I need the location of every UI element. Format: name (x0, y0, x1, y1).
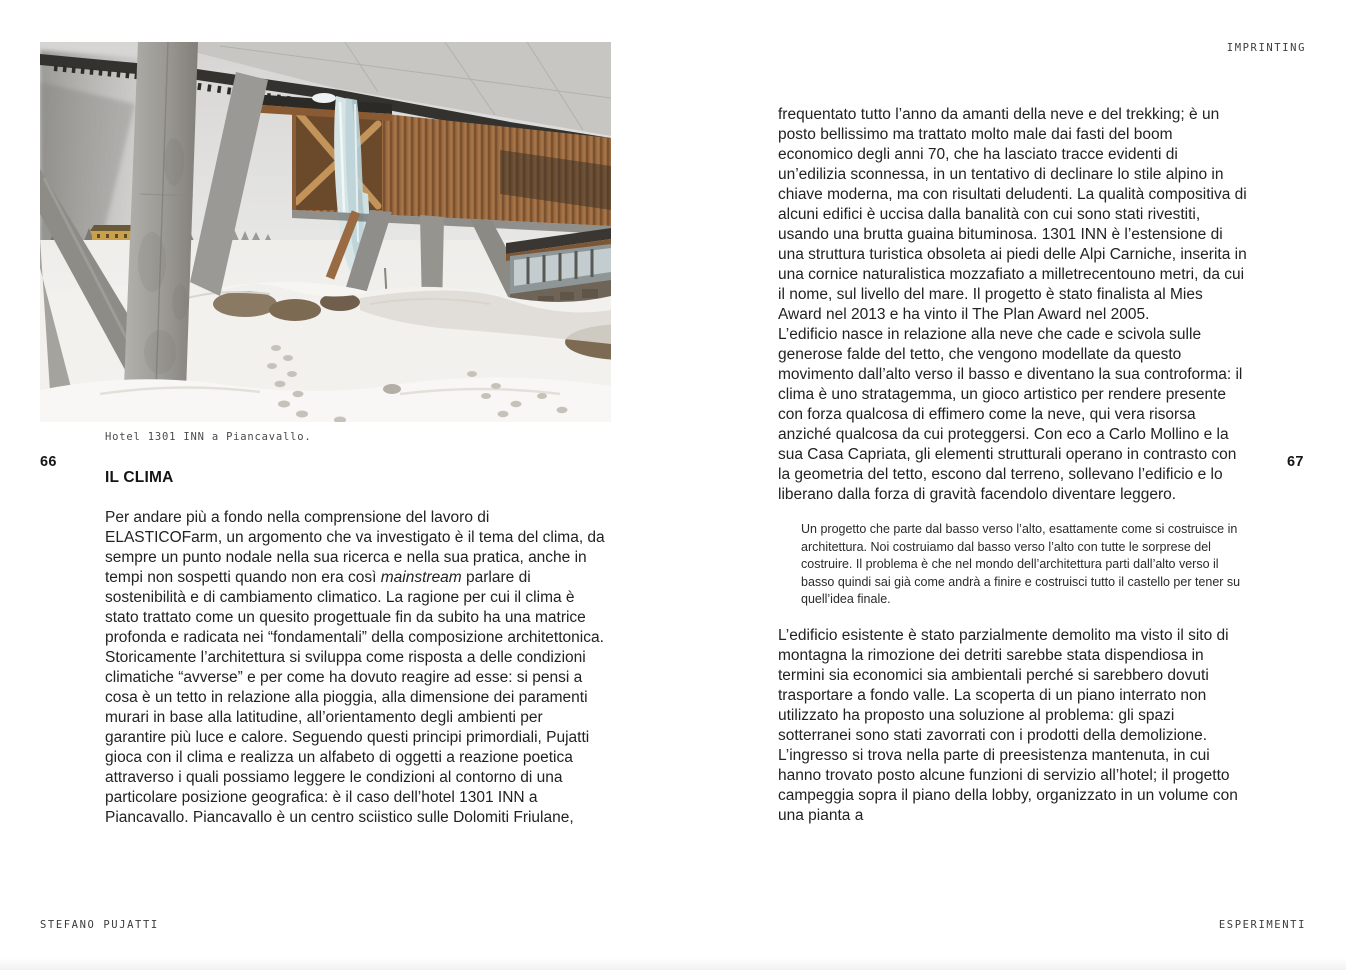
left-column-text (105, 508, 605, 828)
left-paragraph (105, 508, 605, 828)
running-header: IMPRINTING (1226, 42, 1306, 54)
page-number-left: 66 (40, 454, 57, 470)
left-paragraph-part1: Per andare più a fondo nella comprensione del lavoro di ELASTICOFarm, un argomento che va investigato è il tema del clima, da sempre un punto nodale nella sua ricerca e nella sua pratica, anche in tempi non sospetti quando non era così (105, 509, 605, 586)
pull-quote: Un progetto che parte dal basso verso l’alto, esattamente come si costruisce in architettura. Noi costruiamo dal basso verso l’alto con tutte le sorprese del costruire. Il problema è che nel mondo dell’architettura parti dall’alto verso il basso quindi sai già come andrà a finire e costruisci tutto il castello per tener su quell’idea finale. (801, 522, 1241, 606)
left-paragraph-part2: parlare di sostenibilità e di cambiamento climatico. La ragione per cui il clima è stato trattato come un quesito progettuale fin da subito ha una matrice profonda e radicata nei “fondamentali” della composizione architettonica. Storicamente l’architettura si sviluppa come risposta a delle condizioni climatiche “avverse” e per come ha dovuto reagire ad esse: si pensi a cosa è un tetto in relazione alla pioggia, alla dimensione dei paramenti murari in base alla latitudine, all’orientamento degli ambienti per garantire più luce e calore. Seguendo questi principi primordiali, Pujatti gioca con il clima e realizza un alfabeto di oggetti a reazione poetica attraverso i quali possiamo leggere le condizioni al contorno di una particolare posizione geografica: è il caso dell’hotel 1301 INN a Piancavallo. Piancavallo è un centro sciistico sulle Dolomiti Friulane, (105, 569, 604, 826)
right-column-text (778, 105, 1248, 826)
right-paragraph-2: L’edificio nasce in relazione alla neve che cade e scivola sulle generose falde del tetto, che vengono modellate da questo movimento dall’alto verso il basso e diventano la sua controforma: il clima è uno stratagemma, un gioco artistico per rendere presente con forza qualcosa di effimero come la neve, qui vera risorsa anziché qualcosa da cui proteggersi. Con eco a Carlo Mollino e la sua Casa Capriata, gli elementi strutturali operano in contrasto con la geometria del tetto, escono dal terreno, sollevano l’edificio e lo liberano dalla forza di gravità facendolo diventare leggero. (778, 326, 1243, 503)
right-paragraph-3: L’edificio esistente è stato parzialmente demolito ma visto il sito di montagna la rimozione dei detriti sarebbe stata dispendiosa in termini sia economici sia ambientali perché si sarebbero dovuti trasportare a fondo valle. La scoperta di un piano interrato non utilizzato ha proposto una soluzione al problema: gli spazi sotterranei sono stati zavorrati con i prodotti della demolizione. L’ingresso si trova nella parte di preesistenza mantenuta, in cui hanno trovato posto alcune funzioni di servizio all’hotel; il progetto campeggia sopra il piano della lobby, organizzato in un volume con una pianta a (778, 626, 1238, 824)
page-bottom-edge (0, 958, 1346, 970)
hotel-photo (40, 42, 611, 422)
right-paragraph-1: frequentato tutto l’anno da amanti della neve e del trekking; è un posto bellissimo ma trattato molto male dai fasti del boom economico degli anni 70, che ha lasciato tracce evidenti di un’edilizia sconnessa, in un tentativo di declinare lo stile alpino in chiave moderna, ma con risultati deludenti. La qualità compositiva di alcuni edifici è uccisa dalla banalità con cui sono stati rivestiti, usando una brutta guaina bituminosa. 1301 INN è l’estensione di una struttura turistica obsoleta ai piedi delle Alpi Carniche, inserita in una cornice naturalistica mozzafiato a milletrecentouno metri, da cui il nome, sul livello del mare. Il progetto è stato finalista al Mies Award nel 2013 e ha vinto il The Plan Award nel 2005. (778, 106, 1247, 323)
hotel-photo-illustration (40, 42, 611, 422)
page-number-right: 67 (1287, 454, 1304, 470)
footer-section: ESPERIMENTI (1218, 919, 1306, 931)
left-paragraph-italic: mainstream (380, 569, 462, 586)
photo-caption: Hotel 1301 INN a Piancavallo. (105, 431, 312, 443)
footer-author: STEFANO PUJATTI (40, 919, 159, 931)
section-heading: IL CLIMA (105, 469, 174, 486)
